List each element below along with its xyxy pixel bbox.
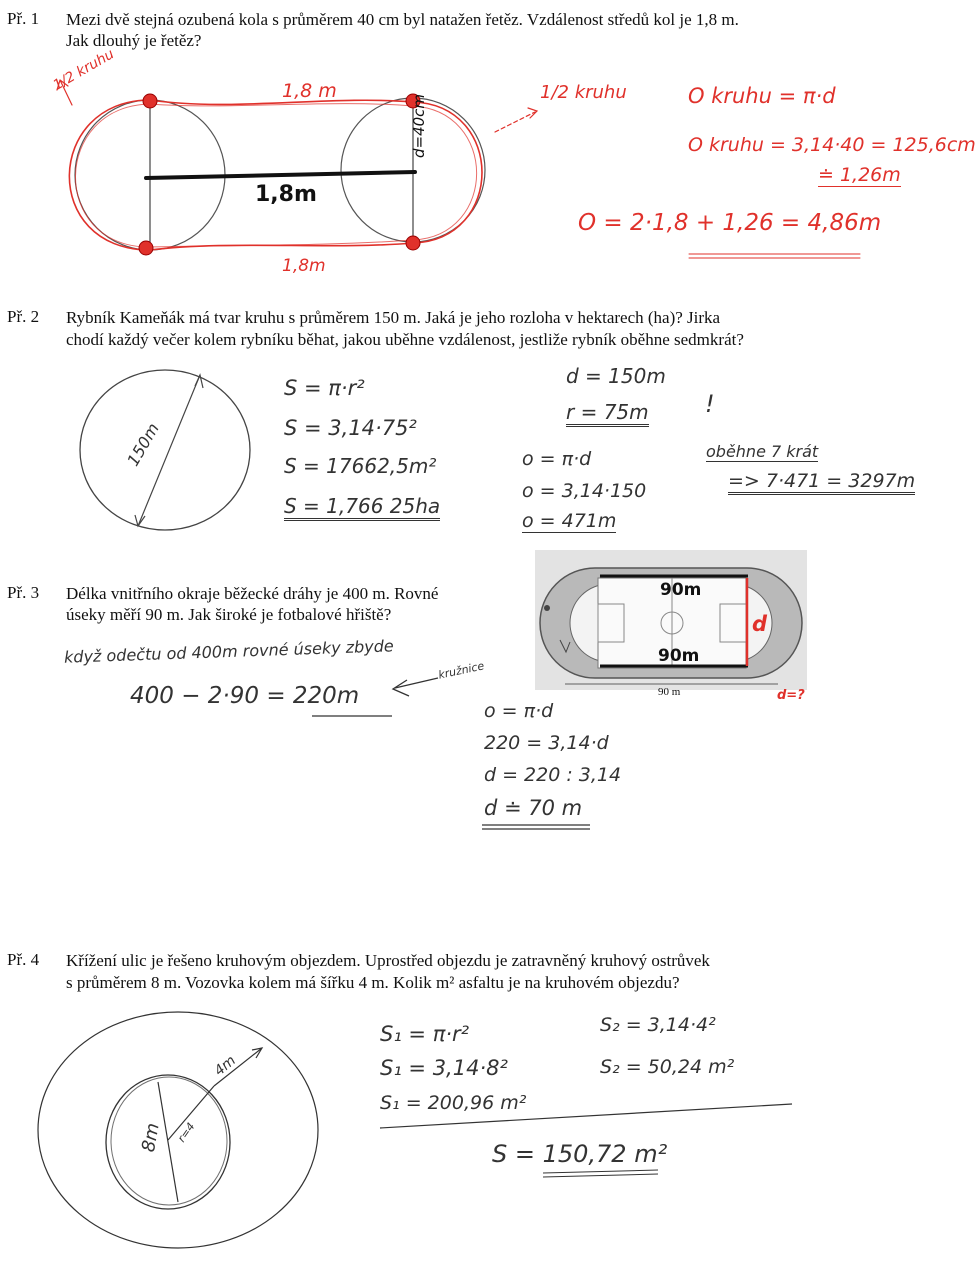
p1-rounded-result: ≐ 1,26m bbox=[818, 164, 901, 186]
chain-bottom-length: 1,8m bbox=[282, 256, 326, 276]
track-top-label: 90m bbox=[660, 580, 702, 600]
p4-left-1: S₁ = π·r² bbox=[380, 1022, 470, 1046]
p2-area-3: S = 17662,5m² bbox=[284, 454, 437, 478]
problem-3-underlines bbox=[482, 825, 590, 829]
island-diameter-label: 8m bbox=[138, 1121, 164, 1154]
p2-radius-value: r = 75m bbox=[566, 400, 649, 427]
p2-area-2: S = 3,14·75² bbox=[284, 416, 417, 440]
diameter-label: d=40cm bbox=[410, 93, 428, 158]
problem-4-text-line-1: Křížení ulic je řešeno kruhovým objezdem. Uprostřed objezdu je zatravněný kruhový ostrůvek bbox=[66, 951, 710, 970]
problem-1-text-line-2: Jak dlouhý je řetěz? bbox=[66, 31, 202, 50]
problem-2-text-line-1: Rybník Kameňák má tvar kruhu s průměrem 150 m. Jaká je jeho rozloha v hektarech (ha)? Jirka bbox=[66, 308, 721, 327]
problem-1-label: Př. 1 bbox=[7, 9, 40, 28]
p3-solution-3: d = 220 : 3,14 bbox=[484, 764, 622, 786]
p4-left-2: S₁ = 3,14·8² bbox=[380, 1056, 508, 1080]
p1-final-answer: O = 2·1,8 + 1,26 = 4,86m bbox=[578, 210, 882, 236]
problem-2-label: Př. 2 bbox=[7, 307, 40, 326]
p2-perimeter-3 bbox=[522, 510, 616, 532]
p3-solution-1: o = π·d bbox=[484, 700, 554, 722]
problem-3-text-line-1: Délka vnitřního okraje běžecké dráhy je 400 m. Rovné bbox=[66, 584, 439, 603]
outer-circle bbox=[38, 1012, 318, 1248]
chain-top-length: 1,8 m bbox=[282, 80, 337, 102]
p3-calculation: 400 − 2·90 = 220m bbox=[130, 683, 360, 709]
center-distance-label: 1,8m bbox=[255, 182, 317, 207]
half-circle-left-label: 1/2 kruhu bbox=[50, 46, 117, 94]
p4-result: S = 150,72 m² bbox=[492, 1140, 668, 1168]
p2-laps-result-text: => 7·471 = 3297m bbox=[728, 470, 915, 495]
problem-3-label: Př. 3 bbox=[7, 583, 40, 602]
p3-solution-4: d ≐ 70 m bbox=[484, 796, 583, 820]
p2-laps-note-text: oběhne 7 krát bbox=[706, 442, 819, 461]
problem-4-label: Př. 4 bbox=[7, 950, 40, 969]
track-bottom-label: 90m bbox=[658, 646, 700, 666]
problem-1-text-line-1: Mezi dvě stejná ozubená kola s průměrem 40 cm byl natažen řetěz. Vzdálenost středů kol je 1,8 m. bbox=[66, 10, 739, 29]
track-question: d=? bbox=[777, 688, 805, 703]
p1-formula-1: O kruhu = π·d bbox=[688, 84, 836, 108]
p3-note: když odečtu od 400m rovné úseky zbyde bbox=[63, 636, 395, 667]
p1-formula-3 bbox=[818, 164, 901, 186]
center-distance-line bbox=[146, 172, 415, 178]
p4-left-3: S₁ = 200,96 m² bbox=[380, 1092, 527, 1114]
p2-exclamation: ! bbox=[705, 390, 715, 418]
p2-perimeter-result: o = 471m bbox=[522, 510, 617, 532]
half-circle-right-label: 1/2 kruhu bbox=[540, 82, 627, 103]
p3-solution-2: 220 = 3,14·d bbox=[484, 732, 609, 754]
p2-given-diameter: d = 150m bbox=[566, 364, 666, 388]
track-printed-caption: 90 m bbox=[658, 686, 681, 698]
island-radius-label: r=4 bbox=[175, 1120, 198, 1145]
pond-circle bbox=[80, 370, 250, 530]
p4-right-1: S₂ = 3,14·4² bbox=[600, 1014, 716, 1036]
p2-laps-result bbox=[728, 470, 915, 492]
track-width-label: d bbox=[752, 612, 768, 636]
problem-3-text-line-2: úseky měří 90 m. Jak široké je fotbalové hřiště? bbox=[66, 605, 392, 624]
p1-formula-2: O kruhu = 3,14·40 = 125,6cm bbox=[688, 134, 976, 156]
p2-area-1: S = π·r² bbox=[284, 376, 365, 400]
problem-4-text-line-2: s průměrem 8 m. Vozovka kolem má šířku 4 m. Kolik m² asfaltu je na kruhovém objezdu? bbox=[66, 973, 680, 992]
island-diameter bbox=[158, 1082, 178, 1202]
road-width-label: 4m bbox=[211, 1052, 240, 1080]
p2-laps-note bbox=[706, 442, 818, 461]
p2-given-radius bbox=[566, 400, 649, 424]
p2-perimeter-2: o = 3,14·150 bbox=[522, 480, 647, 502]
p2-area-result: S = 1,766 25ha bbox=[284, 494, 440, 521]
problem-2-text-line-2: chodí každý večer kolem rybníku běhat, jakou uběhne vzdálenost, jestliže rybník oběhne sedmkrát? bbox=[66, 330, 744, 349]
p4-right-2: S₂ = 50,24 m² bbox=[600, 1056, 735, 1078]
pond-diameter-label: 150m bbox=[123, 419, 163, 470]
p3-arrow-note: kružnice bbox=[437, 659, 486, 682]
p2-area-4 bbox=[284, 494, 440, 518]
p2-perimeter-1: o = π·d bbox=[522, 448, 592, 470]
problem-2-sketch bbox=[80, 370, 250, 530]
